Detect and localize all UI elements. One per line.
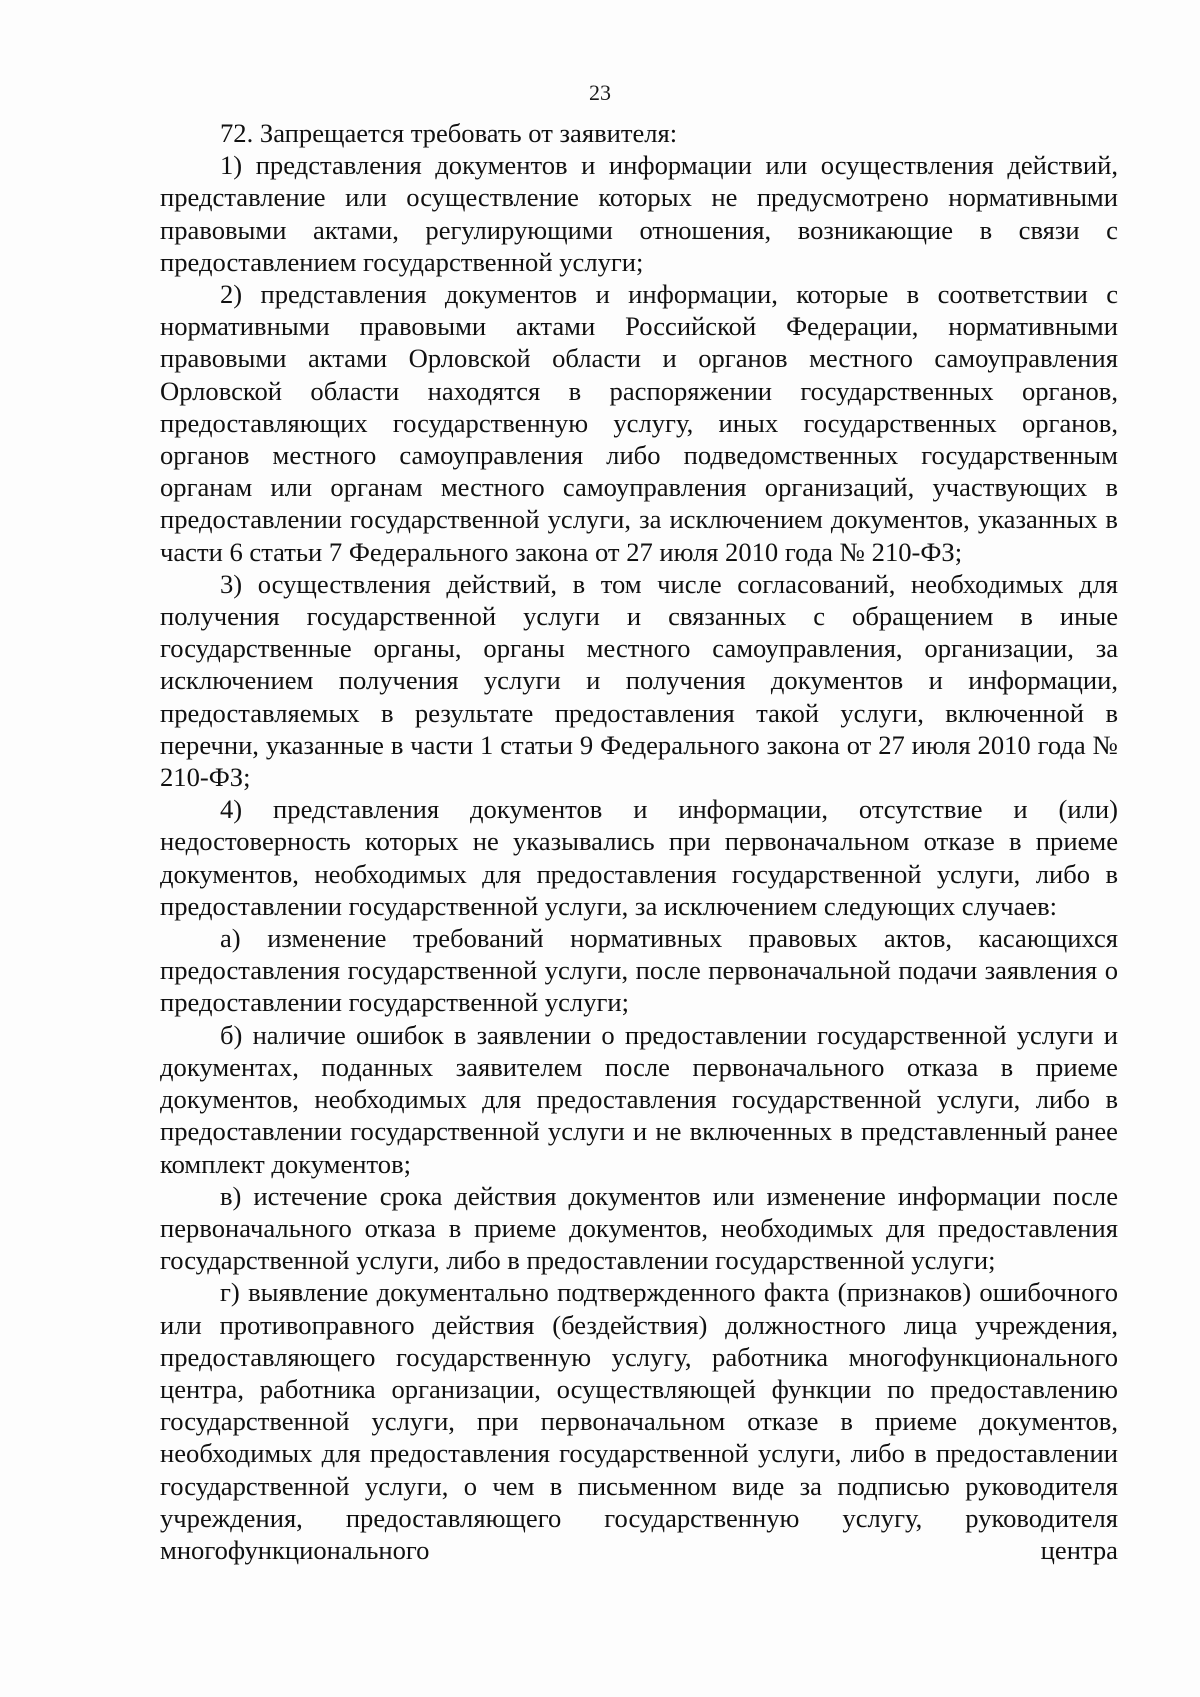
paragraph-72-heading: 72. Запрещается требовать от заявителя: — [220, 118, 678, 148]
paragraph-subitem-v: в) истечение срока действия документов или изменение информации после первоначального отказа в приеме документов, необходимых для предоставления государственной услуги, либо в предоставлении государственной услуги; — [160, 1180, 1118, 1276]
paragraph-item-4: 4) представления документов и информации, отсутствие и (или) недостоверность которых не указывались при первоначальном отказе в приеме документов, необходимых для предоставления государственной услуги, либо в предоставлении государственной услуги, за исключением следующих случаев: — [160, 794, 1118, 921]
paragraph-subitem-g: г) выявление документально подтвержденного факта (признаков) ошибочного или противоправного действия (бездействия) должностного лица учреждения, предоставляющего государственную услугу, работника многофункционального центра, работника организации, осуществляющей функции по предоставлению государственной услуги, при первоначальном отказе в приеме документов, необходимых для предоставления государственной услуги, либо в предоставлении государственной услуги, о чем в письменном виде за подписью руководителя учреждения, предоставляющего государственную услугу, руководителя многофункционального центра — [160, 1277, 1118, 1565]
page-number: 23 — [589, 80, 611, 105]
paragraph-item-2: 2) представления документов и информации, которые в соответствии с нормативными правовыми актами Российской Федерации, нормативными правовыми актами Орловской области и органов местного самоуправления Орловской области находятся в распоряжении государственных органов, предоставляющих государственную услугу, иных государственных органов, органов местного самоуправления либо подведомственных государственным органам или органам местного самоуправления организаций, участвующих в предоставлении государственной услуги, за исключением документов, указанных в части 6 статьи 7 Федерального закона от 27 июля 2010 года № 210-ФЗ; — [160, 279, 1118, 567]
paragraph-item-3: 3) осуществления действий, в том числе согласований, необходимых для получения государственной услуги и связанных с обращением в иные государственные органы, органы местного самоуправления, организации, за исключением получения услуги и получения документов и информации, предоставляемых в результате предоставления такой услуги, включенной в перечни, указанные в части 1 статьи 9 Федерального закона от 27 июля 2010 года № 210-ФЗ; — [160, 568, 1118, 793]
document-body — [160, 117, 1118, 1566]
paragraph-item-1: 1) представления документов и информации или осуществления действий, представление или осуществление которых не предусмотрено нормативными правовыми актами, регулирующими отношения, возникающие в связи с предоставлением государственной услуги; — [160, 150, 1118, 277]
paragraph-subitem-a: а) изменение требований нормативных правовых актов, касающихся предоставления государственной услуги, после первоначальной подачи заявления о предоставлении государственной услуги; — [160, 923, 1118, 1018]
paragraph-subitem-b: б) наличие ошибок в заявлении о предоставлении государственной услуги и документах, поданных заявителем после первоначального отказа в приеме документов, необходимых для предоставления государственной услуги, либо в предоставлении государственной услуги и не включенных в представленный ранее комплект документов; — [160, 1019, 1118, 1179]
